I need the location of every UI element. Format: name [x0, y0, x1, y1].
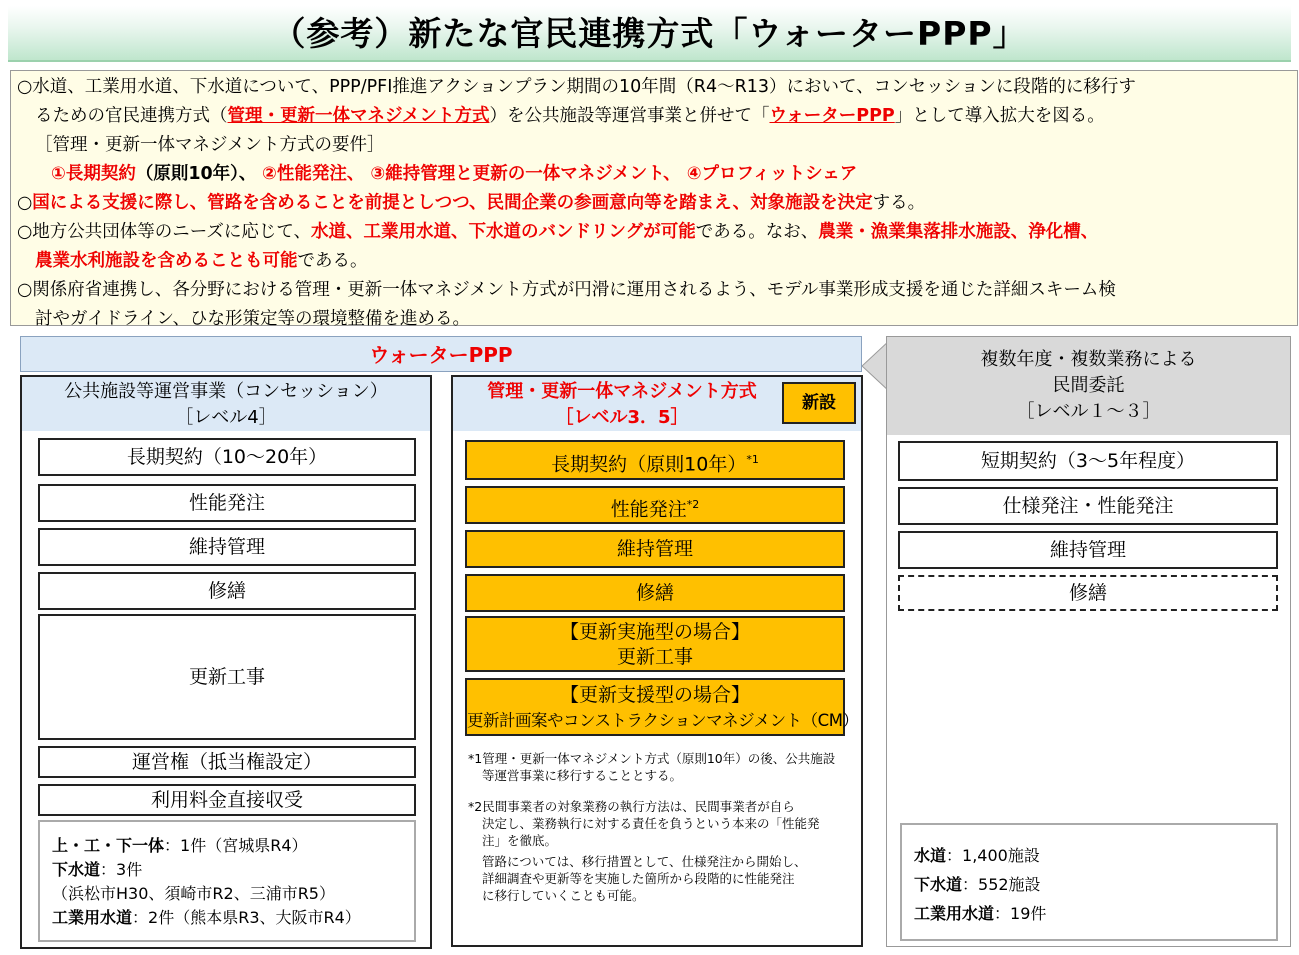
- text: 【更新支援型の場合】: [559, 684, 750, 706]
- footnote-1: [468, 750, 858, 784]
- text: 水道、工業用水道、下水道のバンドリングが可能: [311, 222, 696, 242]
- outsourcing-level: ［レベル１～３］: [1016, 401, 1161, 422]
- text: 下水道: [52, 860, 101, 879]
- req-rest: ②性能発注、 ③維持管理と更新の一体マネジメント、 ④プロフィットシェア: [262, 164, 858, 184]
- intro-text-block: [10, 70, 1298, 329]
- text: 更新工事: [616, 646, 693, 668]
- stats-line: [52, 834, 402, 858]
- concession-item-maintenance: 維持管理: [38, 528, 416, 566]
- management-item-repair: 修繕: [465, 574, 845, 612]
- text: 農業水利施設を含めることも可能: [35, 251, 298, 271]
- concession-level: ［レベル4］: [175, 407, 277, 428]
- management-item-renewal-support: [465, 678, 859, 736]
- concession-item-fee-collection: 利用料金直接収受: [38, 784, 416, 816]
- text: 性能発注: [610, 498, 687, 521]
- management-item-long-contract: [465, 440, 845, 480]
- intro-p4-line-a: ○関係府省連携し、各分野における管理・更新一体マネジメント方式が円滑に運用されるよう、モデル事業形成支援を通じた詳細スキーム検: [17, 280, 1116, 300]
- text: 下水道: [914, 875, 963, 894]
- text: 長期契約（原則10年）: [551, 453, 747, 476]
- outsourcing-subtitle: 民間委託: [1052, 375, 1125, 396]
- management-item-renewal-work: [465, 616, 845, 672]
- text: るための官民連携方式（: [35, 106, 228, 126]
- concession-item-renewal-work: 更新工事: [38, 614, 416, 740]
- text: 更新計画案やコンストラクションマネジメント（CM）: [467, 711, 859, 730]
- text: ○地方公共団体等のニーズに応じて、: [17, 222, 312, 242]
- stats-line: [52, 858, 402, 882]
- stats-line: [914, 841, 1264, 870]
- text: ：19件: [994, 904, 1047, 923]
- concession-item-repair: 修繕: [38, 572, 416, 610]
- text: 工業用水道: [914, 904, 995, 923]
- text: 決定し、業務執行に対する責任を負うという本来の「性能発: [482, 816, 820, 831]
- text: する。: [872, 193, 926, 213]
- text: である。: [297, 251, 368, 271]
- footnote-ref: *2: [686, 498, 700, 511]
- stats-line: [52, 906, 402, 930]
- text: 工業用水道: [52, 908, 133, 927]
- new-badge: 新設: [782, 382, 856, 424]
- text: である。なお、: [695, 222, 819, 242]
- text: ：1,400施設: [946, 846, 1040, 865]
- outsourcing-header: [887, 337, 1290, 435]
- concession-title: 公共施設等運営事業（コンセッション）: [64, 381, 388, 402]
- text: *1管理・更新一体マネジメント方式（原則10年）の後、公共施設: [468, 751, 836, 766]
- stats-line: （浜松市H30、須崎市R2、三浦市R5）: [52, 884, 335, 903]
- text: 等運営事業に移行することとする。: [482, 768, 683, 783]
- text: ：1件（宮城県R4）: [164, 836, 308, 855]
- highlight-water-ppp: ウォーターPPP: [769, 106, 895, 126]
- concession-item-performance-order: 性能発注: [38, 484, 416, 522]
- text: 」として導入拡大を図る。: [894, 106, 1105, 126]
- outsourcing-stats: [900, 823, 1278, 941]
- management-item-performance-order: [465, 486, 845, 524]
- outsourcing-item-short-contract: 短期契約（3～5年程度）: [898, 441, 1278, 481]
- page-title: （参考）新たな官民連携方式「ウォーターPPP」: [8, 6, 1291, 62]
- text: 【更新実施型の場合】: [559, 621, 750, 643]
- outsourcing-item-maintenance: 維持管理: [898, 531, 1278, 569]
- intro-p3-line-b: [17, 247, 1297, 276]
- concession-item-operating-right: 運営権（抵当権設定）: [38, 746, 416, 778]
- text: ：2件（熊本県R3、大阪市R4）: [132, 908, 361, 927]
- intro-p3-line-a: [17, 218, 1297, 247]
- requirements-header: ［管理・更新一体マネジメント方式の要件］: [35, 135, 385, 155]
- footnote-ref: *1: [746, 453, 759, 466]
- text: に移行していくことも可能。: [482, 888, 645, 903]
- text: 上・工・下一体: [52, 836, 165, 855]
- highlight-management-method: 管理・更新一体マネジメント方式: [227, 106, 490, 126]
- text: 水道: [914, 846, 947, 865]
- text: *2民間事業者の対象業務の執行方法は、民間事業者が自ら: [468, 799, 795, 814]
- intro-p1-line-b: [17, 102, 1297, 131]
- concession-item-long-contract: 長期契約（10～20年）: [38, 438, 416, 476]
- text: ）を公共施設等運営事業と併せて「: [489, 106, 770, 126]
- stats-line: [914, 899, 1264, 928]
- water-ppp-banner: ウォーターPPP: [20, 336, 862, 372]
- concession-header: [22, 377, 430, 431]
- text: 管路については、移行措置として、仕様発注から開始し、: [482, 854, 807, 869]
- stats-line: [914, 870, 1264, 899]
- outsourcing-item-spec-order: 仕様発注・性能発注: [898, 487, 1278, 525]
- req-long-term: ①長期契約: [51, 164, 136, 184]
- intro-p2: ○国による支援に際し、管路を含めることを前提としつつ、民間企業の参画意向等を踏まえ、対象施設を決定する。: [17, 193, 926, 213]
- footnote-2: [468, 798, 858, 904]
- text: 農業・漁業集落排水施設、浄化槽、: [818, 222, 1099, 242]
- concession-stats: [38, 820, 416, 942]
- text: 詳細調査や更新等を実施した箇所から段階的に性能発注: [482, 871, 795, 886]
- text: ：3件: [100, 860, 143, 879]
- management-level: ［レベル3．5］: [555, 407, 689, 428]
- intro-p4-line-b: 討やガイドライン、ひな形策定等の環境整備を進める。: [35, 309, 471, 329]
- outsourcing-item-repair: 修繕: [898, 575, 1278, 611]
- intro-p1-line-a: ○水道、工業用水道、下水道について、PPP/PFI推進アクションプラン期間の10年間（R4～R13）において、コンセッションに段階的に移行す: [17, 77, 1136, 97]
- text: 国による支援に際し、管路を含めることを前提としつつ、民間企業の参画意向等を踏まえ、対象施設を決定: [32, 193, 873, 213]
- req-long-term-note: （原則10年）、: [135, 164, 257, 184]
- text: 注」を徹底。: [482, 833, 558, 848]
- text: ：552施設: [962, 875, 1041, 894]
- management-title: 管理・更新一体マネジメント方式: [487, 381, 757, 402]
- management-item-maintenance: 維持管理: [465, 530, 845, 568]
- outsourcing-title: 複数年度・複数業務による: [980, 349, 1197, 370]
- requirements-list: [17, 160, 1297, 189]
